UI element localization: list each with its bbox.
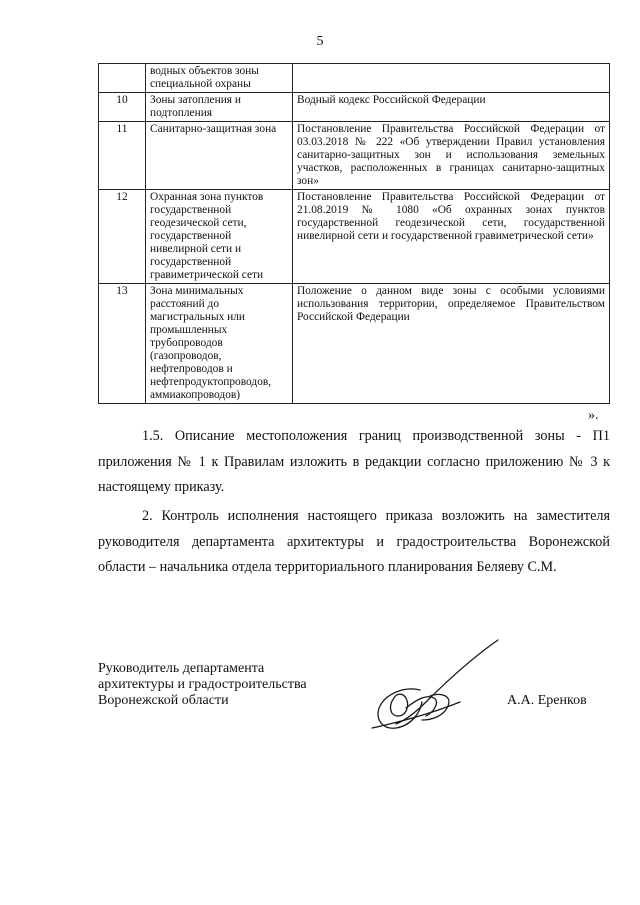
zones-table — [98, 63, 610, 404]
paragraph-text: 1.5. Описание местоположения границ производственной зоны - П1 приложения № 1 к Правилам изложить в редакции согласно приложению № 3 к настоящему приказу. — [98, 428, 610, 495]
table-row — [99, 190, 610, 284]
signature-stroke — [391, 694, 408, 716]
signature-stroke — [396, 640, 498, 724]
row-number: 13 — [99, 284, 146, 404]
signatory-title — [98, 661, 307, 709]
zone-name: Охранная зона пунктов государственной геодезической сети, государственной нивелирной сети и государственной гравиметрической сети — [146, 190, 293, 284]
paragraph-2 — [98, 504, 610, 581]
page-number: 5 — [316, 34, 324, 49]
signatory-title-line: архитектуры и градостроительства — [98, 677, 307, 692]
signatory-title-line: Руководитель департамента — [98, 661, 265, 676]
row-number: 10 — [99, 93, 146, 122]
table-row — [99, 64, 610, 93]
legal-document: Водный кодекс Российской Федерации — [293, 93, 610, 122]
legal-document: Положение о данном виде зоны с особыми условиями использования территории, определяемое Правительством Российской Федерации — [293, 284, 610, 404]
zone-name: водных объектов зоны специальной охраны — [146, 64, 293, 93]
zone-name: Санитарно-защитная зона — [146, 122, 293, 190]
row-number: 11 — [99, 122, 146, 190]
legal-document: Постановление Правительства Российской Федерации от 03.03.2018 № 222 «Об утверждении Правил установления санитарно-защитных зон и использования земельных участков, расположенных в границах санитарно-защитных зон» — [293, 122, 610, 190]
table-row — [99, 122, 610, 190]
zone-name: Зоны затопления и подтопления — [146, 93, 293, 122]
row-number: 12 — [99, 190, 146, 284]
handwritten-signature — [360, 636, 510, 736]
zone-name: Зона минимальных расстояний до магистральных или промышленных трубопроводов (газопроводов, нефтепроводов и нефтепродуктопроводов, аммиакопроводов) — [146, 284, 293, 404]
legal-document — [293, 64, 610, 93]
table-row — [99, 284, 610, 404]
table-row — [99, 93, 610, 122]
paragraph-text: 2. Контроль исполнения настоящего приказа возложить на заместителя руководителя департамента архитектуры и градостроительства Воронежской области – начальника отдела территориального планирования Беляеву С.М. — [98, 508, 610, 575]
row-number — [99, 64, 146, 93]
paragraph-1-5 — [98, 424, 610, 501]
legal-document: Постановление Правительства Российской Федерации от 21.08.2019 № 1080 «Об охранных зонах пунктов государственной геодезической сети, государственной нивелирной сети и государственной гравиметрической сети» — [293, 190, 610, 284]
signatory-name: А.А. Еренков — [507, 693, 587, 708]
closing-quote: ». — [588, 408, 599, 423]
signatory-title-line: Воронежской области — [98, 693, 229, 708]
